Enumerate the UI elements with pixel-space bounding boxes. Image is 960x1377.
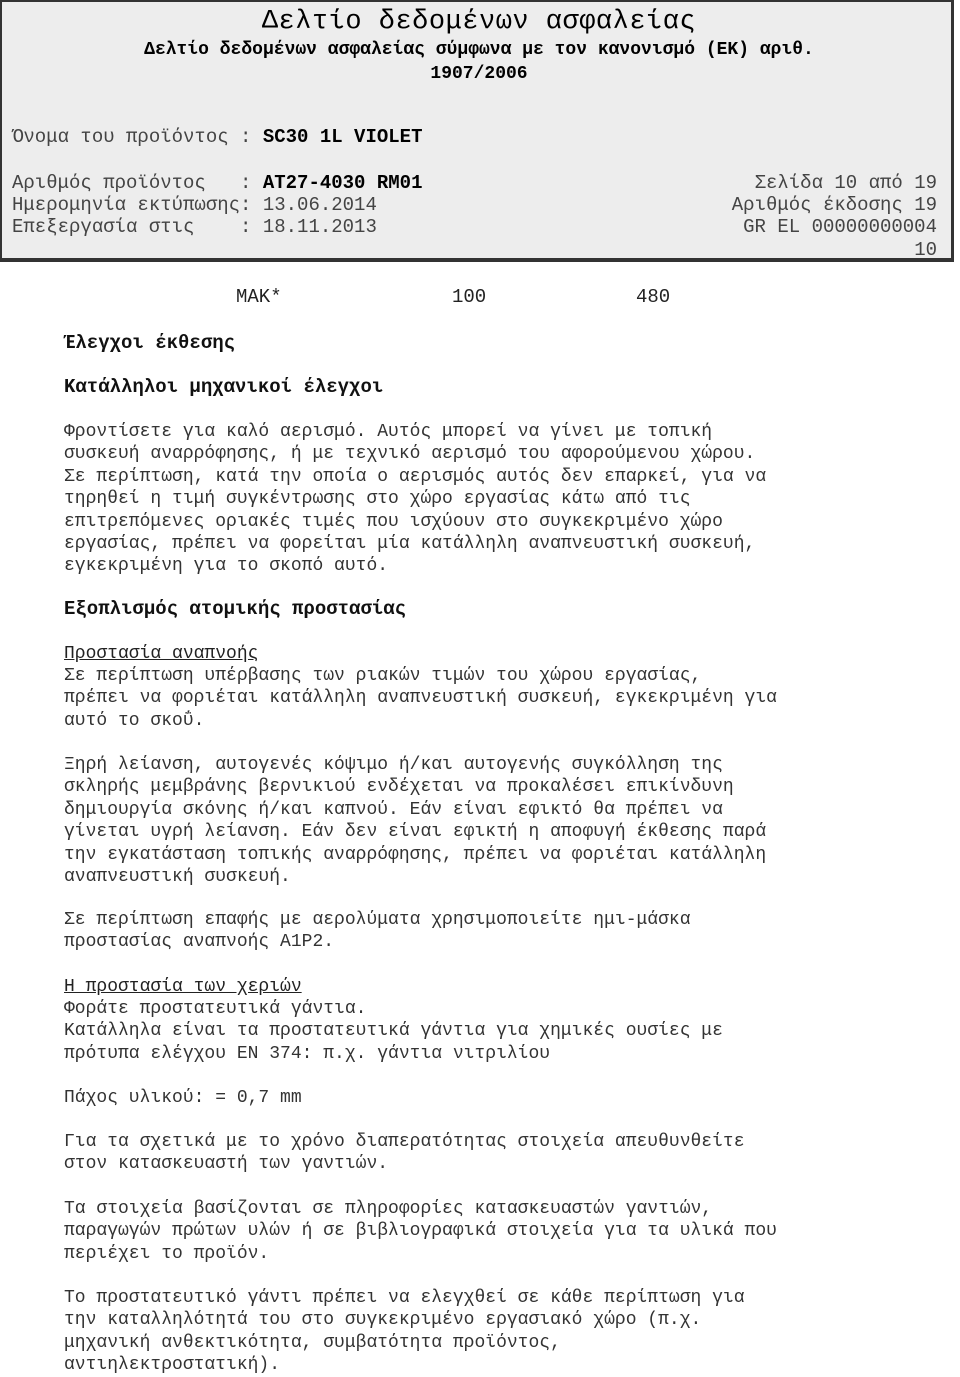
revision-row — [12, 216, 377, 238]
product-name-value: SC30 1L VIOLET — [262, 126, 423, 148]
hand-paragraph-4: Τα στοιχεία βασίζονται σε πληροφορίες κατασκευαστών γαντιών, παραγωγών πρώτων υλών ή σε βιβλιογραφικά στοιχεία για τα υλικά που περιέχει το προϊόν. — [64, 1199, 777, 1264]
issue-date-label: Ημερομηνία εκτύπωσης: — [12, 194, 263, 216]
respiratory-paragraph-3: Σε περίπτωση επαφής με αερολύματα χρησιμοποιείτε ημι-μάσκα προστασίας αναπνοής A1P2. — [64, 910, 691, 953]
document-code: GR EL 00000000004 — [743, 216, 937, 238]
engineering-controls-heading: Κατάλληλοι μηχανικοί έλεγχοι — [64, 376, 384, 398]
exposure-controls-heading: Έλεγχοι έκθεσης — [64, 332, 236, 354]
document-subtitle — [2, 38, 956, 86]
revision-value: 18.11.2013 — [262, 216, 377, 238]
revision-label: Επεξεργασία στις : — [12, 216, 263, 238]
issue-date-value: 13.06.2014 — [262, 194, 377, 216]
page-info: Σελίδα 10 από 19 — [754, 172, 937, 194]
respiratory-paragraph-2: Ξηρή λείανση, αυτογενές κόψιμο ή/και αυτογενής συγκόλληση της σκληρής μεμβράνης βερνικιού ενδέχεται να προκαλέσει επικίνδυνη δημιουργία σκόνης ή/και καπνού. Εάν είναι εφικτό θα πρέπει να γίνεται υγρή λείανση. Εάν δεν είναι εφικτή η αποφυγή έκθεσης παρά την εγκατάσταση τοπικής αναρρόφησης, πρέπει να φοριέται κατάλληλη αναπνευστική συσκευή. — [64, 755, 767, 888]
hand-paragraph-5: Το προστατευτικό γάντι πρέπει να ελεγχθεί σε κάθε περίπτωση για την καταλληλότητά του στο συγκεκριμένο εργασιακό χώρο (π.χ. μηχανική ανθεκτικότητα, συμβατότητα προϊόντος, αντιηλεκτροστατική). — [64, 1288, 745, 1376]
product-number-row — [12, 172, 422, 194]
ventilation-paragraph: Φροντίσετε για καλό αερισμό. Αυτός μπορεί να γίνει με τοπική συσκευή αναρρόφησης, ή με τεχνικό αερισμό του αφορούμενου χώρου. Σε περίπτωση, κατά την οποία ο αερισμός αυτός δεν επαρκεί, για να τηρηθεί η τιμή συγκέντρωσης στο χώρο εργασίας κάτω από τις επιτρεπόμενες οριακές τιμές που ισχύουν στο συγκεκριμένο χώρο εργασίας, πρέπει να φορείται μία κατάλληλη αναπνευστική συσκευή, εγκεκριμένη για το σκοπό αυτό. — [64, 422, 767, 577]
mak-label: MAK* — [236, 286, 282, 308]
product-name-label: Όνομα του προϊόντος : — [12, 126, 263, 148]
version-info: Αριθμός έκδοσης 19 — [731, 194, 937, 216]
document-title: Δελτίο δεδομένων ασφαλείας — [261, 7, 697, 37]
ppe-heading: Εξοπλισμός ατομικής προστασίας — [64, 598, 407, 620]
hand-paragraph-2: Πάχος υλικού: = 0,7 mm — [64, 1088, 302, 1108]
document-code-continued: 10 — [914, 239, 937, 261]
hand-protection-heading: Η προστασία των χεριών — [64, 977, 302, 997]
product-number-value: AT27-4030 RM01 — [262, 172, 423, 194]
subtitle-line-2: 1907/2006 — [430, 64, 528, 84]
issue-date-row — [12, 194, 377, 216]
subtitle-line-1: Δελτίο δεδομένων ασφαλείας σύμφωνα με τον κανονισμό (ΕΚ) αριθ. — [144, 40, 814, 60]
respiratory-paragraph-1: Σε περίπτωση υπέρβασης των ριακών τιμών του χώρου εργασίας, πρέπει να φοριέται κατάλληλη αναπνευστική συσκευή, εγκεκριμένη για αυτό το σκοΰ. — [64, 666, 777, 731]
hand-paragraph-3: Για τα σχετικά με το χρόνο διαπερατότητας στοιχεία απευθυνθείτε στον κατασκευαστή των γαντιών. — [64, 1132, 745, 1175]
respiratory-protection-heading: Προστασία αναπνοής — [64, 644, 259, 664]
mak-value-1: 100 — [452, 286, 487, 308]
mak-value-2: 480 — [636, 286, 671, 308]
document-header — [0, 0, 954, 262]
product-number-label: Αριθμός προϊόντος : — [12, 172, 263, 194]
hand-paragraph-1: Φοράτε προστατευτικά γάντια. Κατάλληλα είναι τα προστατευτικά γάντια για χημικές ουσίες με πρότυπα ελέγχου EN 374: π.χ. γάντια νιτριλίου — [64, 999, 723, 1064]
product-name-row — [12, 126, 422, 148]
